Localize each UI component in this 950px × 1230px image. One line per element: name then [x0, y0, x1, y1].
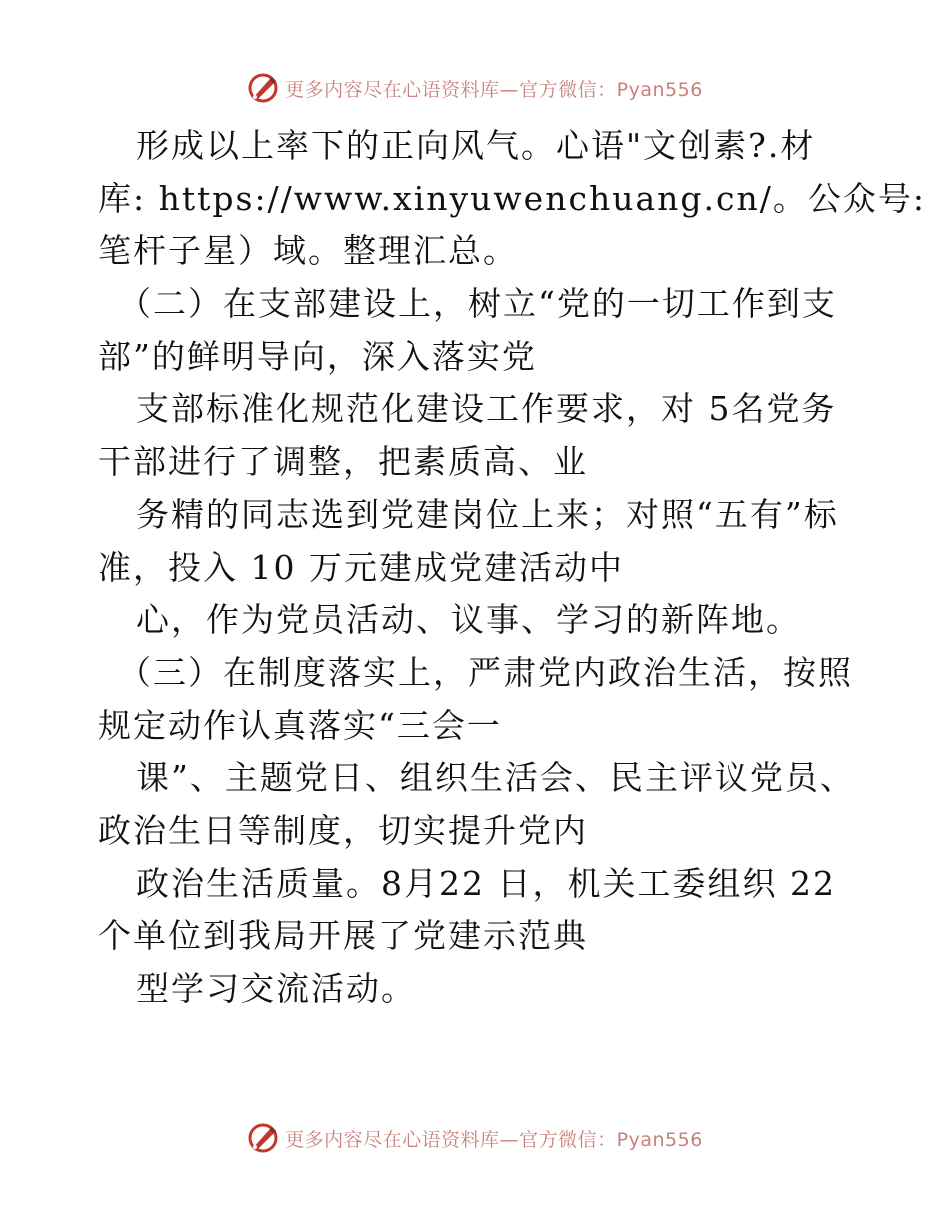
pen-logo-icon — [247, 1122, 279, 1154]
text-line: 政治生活质量。8月22 日，机关工委组织 22 — [136, 863, 836, 903]
banner-text: 更多内容尽在心语资料库—官方微信：Pyan556 — [285, 78, 703, 101]
header-watermark-banner — [0, 68, 950, 108]
text-line: 笔杆子星）域。整理汇总。 — [98, 231, 518, 271]
banner-group — [247, 72, 703, 104]
text-line: 形成以上率下的正向风气。心语"文创素?.材 — [136, 126, 816, 165]
text-line: 型学习交流活动。 — [136, 969, 416, 1008]
footer-watermark-banner — [0, 1118, 950, 1158]
text-line: 个单位到我局开展了党建示范典 — [98, 916, 588, 956]
text-line: 心，作为党员活动、议事、学习的新阵地。 — [136, 600, 801, 640]
pen-logo-icon — [247, 72, 279, 104]
text-line: 课”、主题党日、组织生活会、民主评议党员、 — [136, 758, 855, 798]
text-line: 准，投入 10 万元建成党建活动中 — [98, 547, 624, 587]
text-line: 库: https://www.xinyuwenchuang.cn/。公众号: — [98, 178, 926, 218]
document-body — [98, 120, 926, 1016]
banner-group — [247, 1122, 703, 1154]
text-line: 支部标准化规范化建设工作要求，对 5名党务 — [136, 389, 837, 429]
banner-text: 更多内容尽在心语资料库—官方微信：Pyan556 — [285, 1128, 703, 1151]
text-line: 干部进行了调整，把素质高、业 — [98, 442, 588, 482]
text-line: 务精的同志选到党建岗位上来；对照“五有”标 — [136, 494, 839, 534]
text-line: （三）在制度落实上，严肃党内政治生活，按照 — [118, 652, 853, 692]
text-line: 规定动作认真落实“三会一 — [98, 705, 502, 745]
text-line: （二）在支部建设上，树立“党的一切工作到支 — [118, 284, 837, 324]
text-line: 部”的鲜明导向，深入落实党 — [98, 336, 537, 376]
text-line: 政治生日等制度，切实提升党内 — [98, 810, 588, 850]
